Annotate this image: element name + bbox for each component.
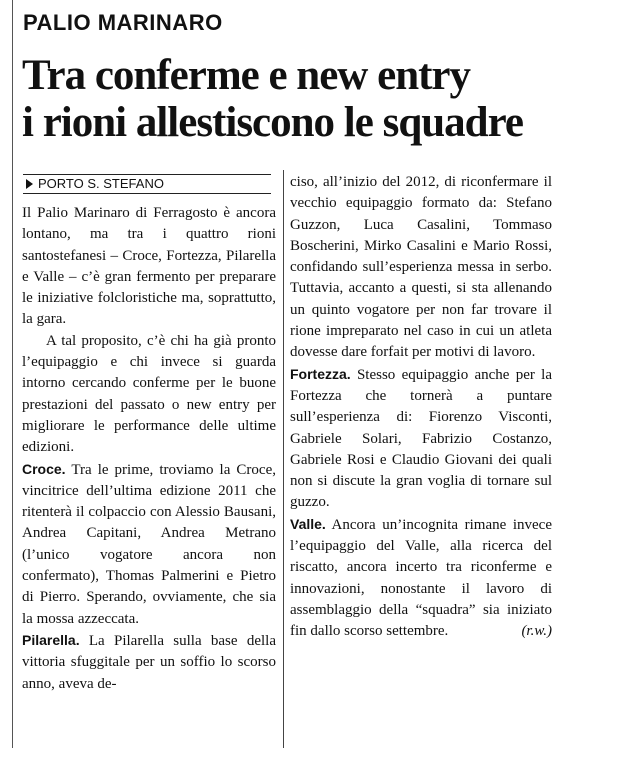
- article-column-1: [22, 203, 276, 695]
- paragraph-croce: Croce. Tra le prime, troviamo la Croce, vincitrice dell’ultima edizione 2011 che ritenterà il colpaccio con Alessio Bausani, Andrea Capitani, Andrea Metrano (l’unico vogatore ancora non confermato), Thomas Palmerini e Pietro di Pierro. Sperando, ovviamente, che sia la mossa azzeccata.: [22, 460, 276, 627]
- section-lead-pilarella: Pilarella.: [22, 631, 80, 648]
- paragraph-intro: Il Palio Marinaro di Ferragosto è ancora lontano, ma tra i quattro rioni santostefanesi – Croce, Fortezza, Pilarella e Valle – c’è gran fermento per preparare le iniziative folcloristiche ma, soprattutto, la gara.: [22, 205, 276, 328]
- article-column-2: [290, 172, 552, 643]
- paragraph-pilarella: Pilarella. La Pilarella sulla base della vittoria sfuggitale per un soffio lo scorso anno, aveva de-: [22, 631, 276, 692]
- paragraph-fortezza: Fortezza. Stesso equipaggio anche per la Fortezza che tornerà a puntare sull’esperienza di: Fiorenzo Visconti, Gabriele Solari, Fabrizio Costanzo, Gabriele Rosi e Claudio Giovani dei quali non si discute la gran voglia di tornare sul guzzo.: [290, 365, 552, 511]
- margin-rule: [12, 0, 13, 748]
- paragraph-valle: Valle. Ancora un’incognita rimane invece l’equipaggio del Valle, alla ricerca del riscatto, ancora incerto tra riconferme e innovazioni, nonostante il lavoro di assemblaggio della “squadra” sia iniziato fin dallo scorso settembre. (r.w.): [290, 514, 552, 643]
- headline: [22, 52, 622, 146]
- section-lead-fortezza: Fortezza.: [290, 365, 351, 382]
- section-lead-valle: Valle.: [290, 515, 326, 532]
- dateline: [23, 174, 271, 194]
- headline-line-2: i rioni allestiscono le squadre: [22, 99, 523, 146]
- paragraph-pilarella-continued: ciso, all’inizio del 2012, di riconfermare il vecchio equipaggio formato da: Stefano Guzzon, Luca Casalini, Tommaso Boscherini, Mirko Casalini e Mario Rossi, confidando sull’esperienza messa in serbo. Tuttavia, accanto a questi, si sta allenando un quinto vogatore per non far trovare il rione impreparato nel caso in cui un atleta dovesse dare forfait per motivi di lavoro.: [290, 174, 552, 361]
- triangle-right-icon: [26, 179, 33, 189]
- dateline-text: PORTO S. STEFANO: [38, 176, 164, 191]
- author-signature: (r.w.): [521, 623, 552, 640]
- section-kicker: PALIO MARINARO: [23, 10, 223, 35]
- column-divider: [283, 170, 284, 748]
- section-lead-croce: Croce.: [22, 460, 66, 477]
- paragraph-proposito: A tal proposito, c’è chi ha già pronto l’equipaggio e chi invece si guarda intorno cercando conferme per le buone prestazioni del passato o new entry per migliorare le performance delle ultime edizioni.: [22, 332, 276, 456]
- headline-line-1: Tra conferme e new entry: [22, 52, 471, 99]
